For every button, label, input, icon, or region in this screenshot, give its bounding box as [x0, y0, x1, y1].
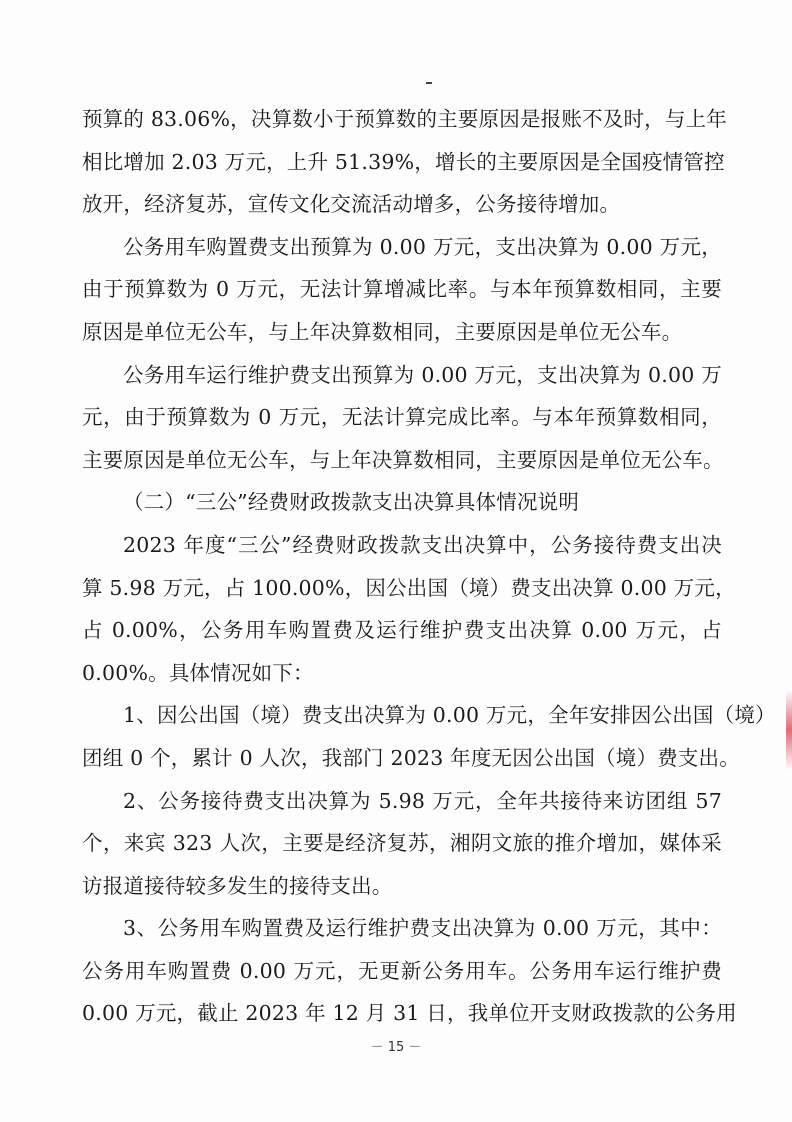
paragraph-line: 相比增加 2.03 万元，上升 51.39%，增长的主要原因是全国疫情管控 [82, 149, 725, 174]
document-body [82, 98, 776, 1035]
section-heading: （二）“三公”经费财政拨款支出决算具体情况说明 [123, 490, 580, 515]
paragraph-line: 主要原因是单位无公车，与上年决算数相同，主要原因是单位无公车。 [82, 447, 724, 472]
paragraph-line: 个，来宾 323 人次，主要是经济复苏，湘阴文旅的推介增加，媒体采 [82, 831, 722, 856]
paragraph-line: 元，由于预算数为 0 万元，无法计算完成比率。与本年预算数相同， [82, 405, 722, 430]
paragraph-line: 公务用车购置费 0.00 万元，无更新公务用车。公务用车运行维护费 [82, 958, 722, 983]
paragraph-line: 2、公务接待费支出决算为 5.98 万元，全年共接待来访团组 57 [123, 788, 722, 813]
paragraph-line: 占 0.00%，公务用车购置费及运行维护费支出决算 0.00 万元，占 [82, 618, 722, 643]
paragraph-line: 访报道接待较多发生的接待支出。 [82, 873, 393, 898]
paragraph-line: 公务用车运行维护费支出预算为 0.00 万元，支出决算为 0.00 万 [123, 362, 722, 387]
paragraph-line: 预算的 83.06%，决算数小于预算数的主要原因是报账不及时，与上年 [82, 107, 727, 131]
paragraph-line: 放开，经济复苏，宣传文化交流活动增多，公务接待增加。 [82, 192, 621, 217]
page-number: － 15 － [370, 1040, 422, 1055]
paragraph-line: 团组 0 个，累计 0 人次，我部门 2023 年度无因公出国（境）费支出。 [82, 745, 740, 770]
scan-mark [426, 82, 432, 84]
paragraph-line: 算 5.98 万元，占 100.00%，因公出国（境）费支出决算 0.00 万元， [82, 575, 736, 600]
paragraph-line: 2023 年度“三公”经费财政拨款支出决算中，公务接待费支出决 [123, 532, 722, 557]
paragraph-line: 0.00 万元，截止 2023 年 12 月 31 日，我单位开支财政拨款的公务用 [82, 1001, 737, 1026]
paragraph-line: 0.00%。具体情况如下： [82, 660, 314, 685]
paragraph-line: 由于预算数为 0 万元，无法计算增减比率。与本年预算数相同，主要 [82, 277, 722, 302]
paragraph-line: 公务用车购置费支出预算为 0.00 万元，支出决算为 0.00 万元， [123, 234, 722, 259]
paragraph-line: 原因是单位无公车，与上年决算数相同，主要原因是单位无公车。 [82, 319, 683, 344]
paragraph-line: 3、公务用车购置费及运行维护费支出决算为 0.00 万元，其中： [123, 916, 722, 941]
paragraph-line: 1、因公出国（境）费支出决算为 0.00 万元，全年安排因公出国（境） [123, 703, 776, 728]
binding-edge-mark [786, 690, 792, 770]
